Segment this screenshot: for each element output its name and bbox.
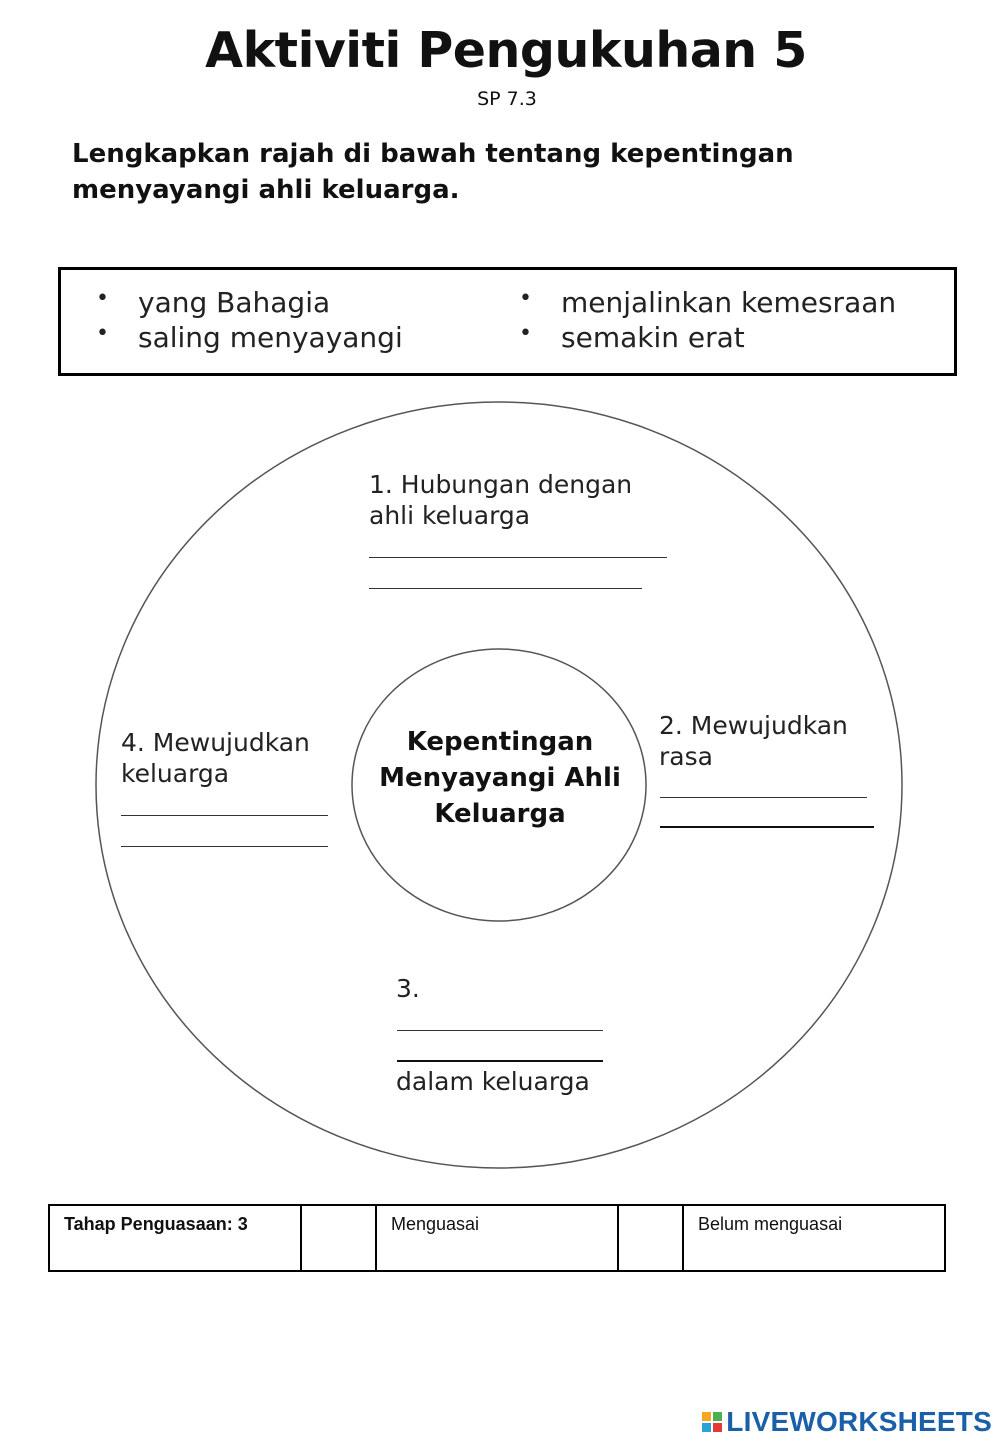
word-bank-item-label: yang Bahagia	[138, 286, 331, 319]
word-bank-item-label: saling menyayangi	[138, 321, 403, 354]
answer-blank-1a[interactable]	[369, 557, 667, 558]
page-subtitle: SP 7.3	[477, 88, 537, 110]
not-mastered-checkbox[interactable]	[618, 1205, 683, 1271]
answer-blank-2a[interactable]	[660, 797, 867, 798]
instruction-line-1: Lengkapkan rajah di bawah tentang kepentingan	[72, 139, 794, 169]
answer-blank-3a[interactable]	[397, 1030, 603, 1031]
liveworksheets-logo	[702, 1406, 992, 1438]
logo-tile	[713, 1412, 722, 1421]
answer-blank-4a[interactable]	[121, 815, 328, 816]
logo-tile	[702, 1423, 711, 1432]
logo-tile	[702, 1412, 711, 1421]
answer-blank-4b[interactable]	[121, 846, 328, 847]
center-line-1: Kepentingan	[406, 727, 594, 757]
mastered-checkbox[interactable]	[301, 1205, 376, 1271]
instruction-line-2: menyayangi ahli keluarga.	[72, 175, 460, 205]
mastered-label: Menguasai	[376, 1205, 618, 1271]
item-4-line-2: keluarga	[121, 759, 230, 788]
not-mastered-label: Belum menguasai	[683, 1205, 945, 1271]
item-1-line-2: ahli keluarga	[369, 501, 531, 530]
bullet-icon: •	[96, 286, 109, 311]
logo-tile	[713, 1423, 722, 1432]
word-bank-item-label: menjalinkan kemesraan	[561, 286, 897, 319]
mastery-level-label: Tahap Penguasaan: 3	[49, 1205, 301, 1271]
item-1-line-1: 1. Hubungan dengan	[369, 470, 633, 499]
diagram-center-label	[360, 724, 640, 832]
word-bank-item-label: semakin erat	[561, 321, 745, 354]
brand-name: LIVEWORKSHEETS	[726, 1406, 992, 1437]
item-2-line-1: 2. Mewujudkan	[659, 711, 848, 740]
liveworksheets-logo-icon	[702, 1412, 722, 1432]
answer-blank-2b[interactable]	[660, 826, 874, 828]
bullet-icon: •	[519, 286, 532, 311]
item-2-line-2: rasa	[659, 742, 713, 771]
item-4-line-1: 4. Mewujudkan	[121, 728, 310, 757]
bullet-icon: •	[519, 321, 532, 346]
item-4-label	[121, 727, 310, 789]
item-1-label	[369, 469, 632, 531]
answer-blank-3b[interactable]	[397, 1060, 603, 1062]
item-2-label	[659, 710, 848, 772]
center-line-2: Menyayangi Ahli	[379, 763, 621, 793]
mastery-level-table	[48, 1204, 946, 1272]
item-3-label: 3.	[396, 974, 420, 1003]
answer-blank-1b[interactable]	[369, 588, 642, 589]
page-title: Aktiviti Pengukuhan 5	[205, 22, 807, 79]
center-line-3: Keluarga	[434, 799, 566, 829]
item-3-suffix: dalam keluarga	[396, 1067, 590, 1096]
bullet-icon: •	[96, 321, 109, 346]
